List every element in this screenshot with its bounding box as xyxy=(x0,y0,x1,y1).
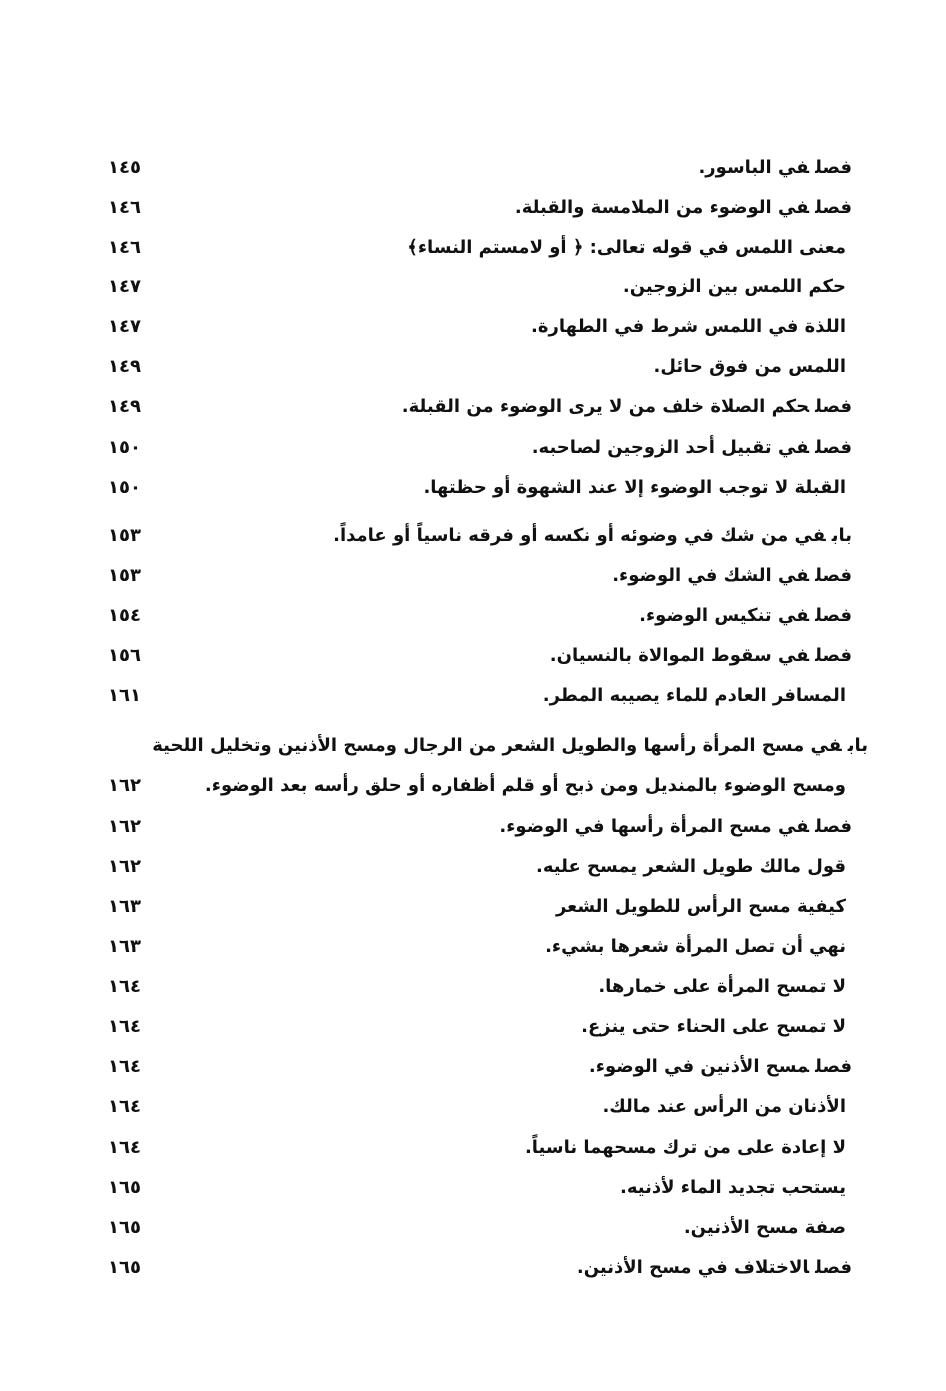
page-number: ١٤٧ xyxy=(108,316,141,337)
page-number: ١٤٥ xyxy=(108,157,141,178)
page-number: ١٥٠ xyxy=(108,477,141,498)
entry-text: في الوضوء من الملامسة والقبلة. xyxy=(514,197,810,218)
entry-keyword: فصل xyxy=(815,816,852,837)
page-number: ١٦٢ xyxy=(108,816,141,837)
entry-keyword: باب xyxy=(831,525,852,546)
entry-text: الاختلاف في مسح الأذنين. xyxy=(576,1257,810,1278)
toc-row xyxy=(100,191,866,225)
toc-entry xyxy=(333,519,852,553)
toc-row xyxy=(100,390,866,424)
entry-text: المسافر العادم للماء يصيبه المطر. xyxy=(542,685,846,706)
toc-entry xyxy=(577,1251,852,1285)
toc-row xyxy=(100,1050,866,1084)
page-number: ١٦٥ xyxy=(108,1257,141,1278)
toc-row xyxy=(100,559,866,593)
toc-row xyxy=(100,1171,866,1205)
toc-entry xyxy=(639,599,852,633)
entry-text: لا تمسح على الحناء حتى ينزع. xyxy=(581,1016,846,1037)
toc-entry xyxy=(684,1211,852,1245)
page-number: ١٦٤ xyxy=(108,1137,141,1158)
entry-text: يستحب تجديد الماء لأذنيه. xyxy=(620,1177,846,1198)
entry-text: مسح الأذنين في الوضوء. xyxy=(588,1056,810,1077)
entry-keyword: باب xyxy=(847,735,868,756)
page-number: ١٦٤ xyxy=(108,1056,141,1077)
toc-entry xyxy=(654,350,853,384)
page-number: ١٦٤ xyxy=(108,976,141,997)
page-number: ١٤٩ xyxy=(108,356,141,377)
toc-entry xyxy=(515,191,852,225)
page-number: ١٤٦ xyxy=(108,237,141,258)
toc-entry xyxy=(550,639,852,673)
entry-text: في سقوط الموالاة بالنسيان. xyxy=(549,645,810,666)
entry-text: ومسح الوضوء بالمنديل ومن ذبح أو قلم أظفاره أو حلق رأسه بعد الوضوء. xyxy=(204,775,846,796)
toc-row xyxy=(100,1251,866,1285)
toc-row xyxy=(100,1090,866,1124)
entry-text: لا إعادة على من ترك مسحهما ناسياً. xyxy=(524,1137,846,1158)
page-number: ١٦٢ xyxy=(108,856,141,877)
toc-entry xyxy=(536,850,852,884)
page-number: ١٦٤ xyxy=(108,1016,141,1037)
entry-text: الأذنان من الرأس عند مالك. xyxy=(602,1096,846,1117)
toc-row xyxy=(100,890,866,924)
toc-entry xyxy=(205,769,852,803)
entry-keyword: فصل xyxy=(815,437,852,458)
page-number: ١٥٣ xyxy=(108,525,141,546)
entry-text: نهي أن تصل المرأة شعرها بشيء. xyxy=(545,936,846,957)
toc-entry xyxy=(623,270,852,304)
toc-entry xyxy=(543,679,852,713)
page-number: ١٤٦ xyxy=(108,197,141,218)
entry-text: في الباسور. xyxy=(698,157,810,178)
toc-row xyxy=(100,810,866,844)
page-number: ١٥٤ xyxy=(108,605,141,626)
page-number: ١٦٥ xyxy=(108,1217,141,1238)
entry-text: القبلة لا توجب الوضوء إلا عند الشهوة أو حظتها. xyxy=(423,477,846,498)
entry-text: اللمس من فوق حائل. xyxy=(653,356,846,377)
page-number: ١٦٥ xyxy=(108,1177,141,1198)
entry-text: في مسح المرأة رأسها في الوضوء. xyxy=(499,816,810,837)
entry-keyword: فصل xyxy=(815,605,852,626)
toc-entry xyxy=(698,151,852,185)
toc-row xyxy=(100,1211,866,1245)
toc-row xyxy=(100,729,866,763)
toc-entry xyxy=(499,810,852,844)
toc-row xyxy=(100,679,866,713)
toc-row xyxy=(100,350,866,384)
toc-entry xyxy=(152,729,868,763)
toc-entry xyxy=(407,231,852,265)
entry-text: في تقبيل أحد الزوجين لصاحبه. xyxy=(531,437,810,458)
entry-text: في تنكيس الوضوء. xyxy=(639,605,810,626)
page-number: ١٦٣ xyxy=(108,896,141,917)
toc-entry xyxy=(525,1131,852,1165)
entry-text: اللذة في اللمس شرط في الطهارة. xyxy=(531,316,846,337)
entry-text: في من شك في وضوئه أو نكسه أو فرقه ناسياً أو عامداً. xyxy=(333,525,826,546)
toc-row xyxy=(100,970,866,1004)
page-number: ١٤٧ xyxy=(108,276,141,297)
toc-row xyxy=(100,519,866,553)
toc-row xyxy=(100,769,866,803)
toc-row xyxy=(100,151,866,185)
entry-text: في الشك في الوضوء. xyxy=(612,565,810,586)
entry-text: قول مالك طويل الشعر يمسح عليه. xyxy=(536,856,846,877)
toc-row xyxy=(100,431,866,465)
entry-keyword: فصل xyxy=(815,1257,852,1278)
toc-row xyxy=(100,270,866,304)
entry-keyword: فصل xyxy=(815,157,852,178)
toc-entry xyxy=(423,471,852,505)
toc-entry xyxy=(531,310,852,344)
toc-row xyxy=(100,1010,866,1044)
toc-entry xyxy=(598,970,852,1004)
entry-keyword: فصل xyxy=(815,1056,852,1077)
toc-entry xyxy=(532,431,852,465)
entry-keyword: فصل xyxy=(815,565,852,586)
toc-row xyxy=(100,1131,866,1165)
entry-text: صفة مسح الأذنين. xyxy=(683,1217,846,1238)
page-number: ١٦١ xyxy=(108,685,141,706)
page-number: ١٥٦ xyxy=(108,645,141,666)
toc-entry xyxy=(581,1010,852,1044)
toc-entry xyxy=(620,1171,852,1205)
toc-row xyxy=(100,850,866,884)
toc-row xyxy=(100,930,866,964)
toc-entry xyxy=(602,1090,852,1124)
entry-keyword: فصل xyxy=(815,645,852,666)
toc-row xyxy=(100,310,866,344)
toc-row xyxy=(100,471,866,505)
entry-text: حكم الصلاة خلف من لا يرى الوضوء من القبلة. xyxy=(401,396,810,417)
toc-row xyxy=(100,599,866,633)
entry-text: في مسح المرأة رأسها والطويل الشعر من الرجال ومسح الأذنين وتخليل اللحية xyxy=(152,735,842,756)
page-number: ١٦٤ xyxy=(108,1096,141,1117)
toc-entry xyxy=(545,930,852,964)
entry-text: معنى اللمس في قوله تعالى: ﴿ أو لامستم النساء﴾ xyxy=(407,237,846,258)
toc-entry xyxy=(402,390,852,424)
entry-text: لا تمسح المرأة على خمارها. xyxy=(598,976,846,997)
toc-entry xyxy=(612,559,852,593)
page-number: ١٤٩ xyxy=(108,396,141,417)
page-number: ١٦٢ xyxy=(108,775,141,796)
entry-text: كيفية مسح الرأس للطويل الشعر xyxy=(555,896,846,917)
page-number: ١٦٣ xyxy=(108,936,141,957)
toc-row xyxy=(100,231,866,265)
entry-keyword: فصل xyxy=(815,396,852,417)
toc-row xyxy=(100,639,866,673)
page-number: ١٥٠ xyxy=(108,437,141,458)
toc-entry xyxy=(589,1050,852,1084)
toc-entry xyxy=(556,890,852,924)
entry-keyword: فصل xyxy=(815,197,852,218)
page-number: ١٥٣ xyxy=(108,565,141,586)
entry-text: حكم اللمس بين الزوجين. xyxy=(622,276,846,297)
